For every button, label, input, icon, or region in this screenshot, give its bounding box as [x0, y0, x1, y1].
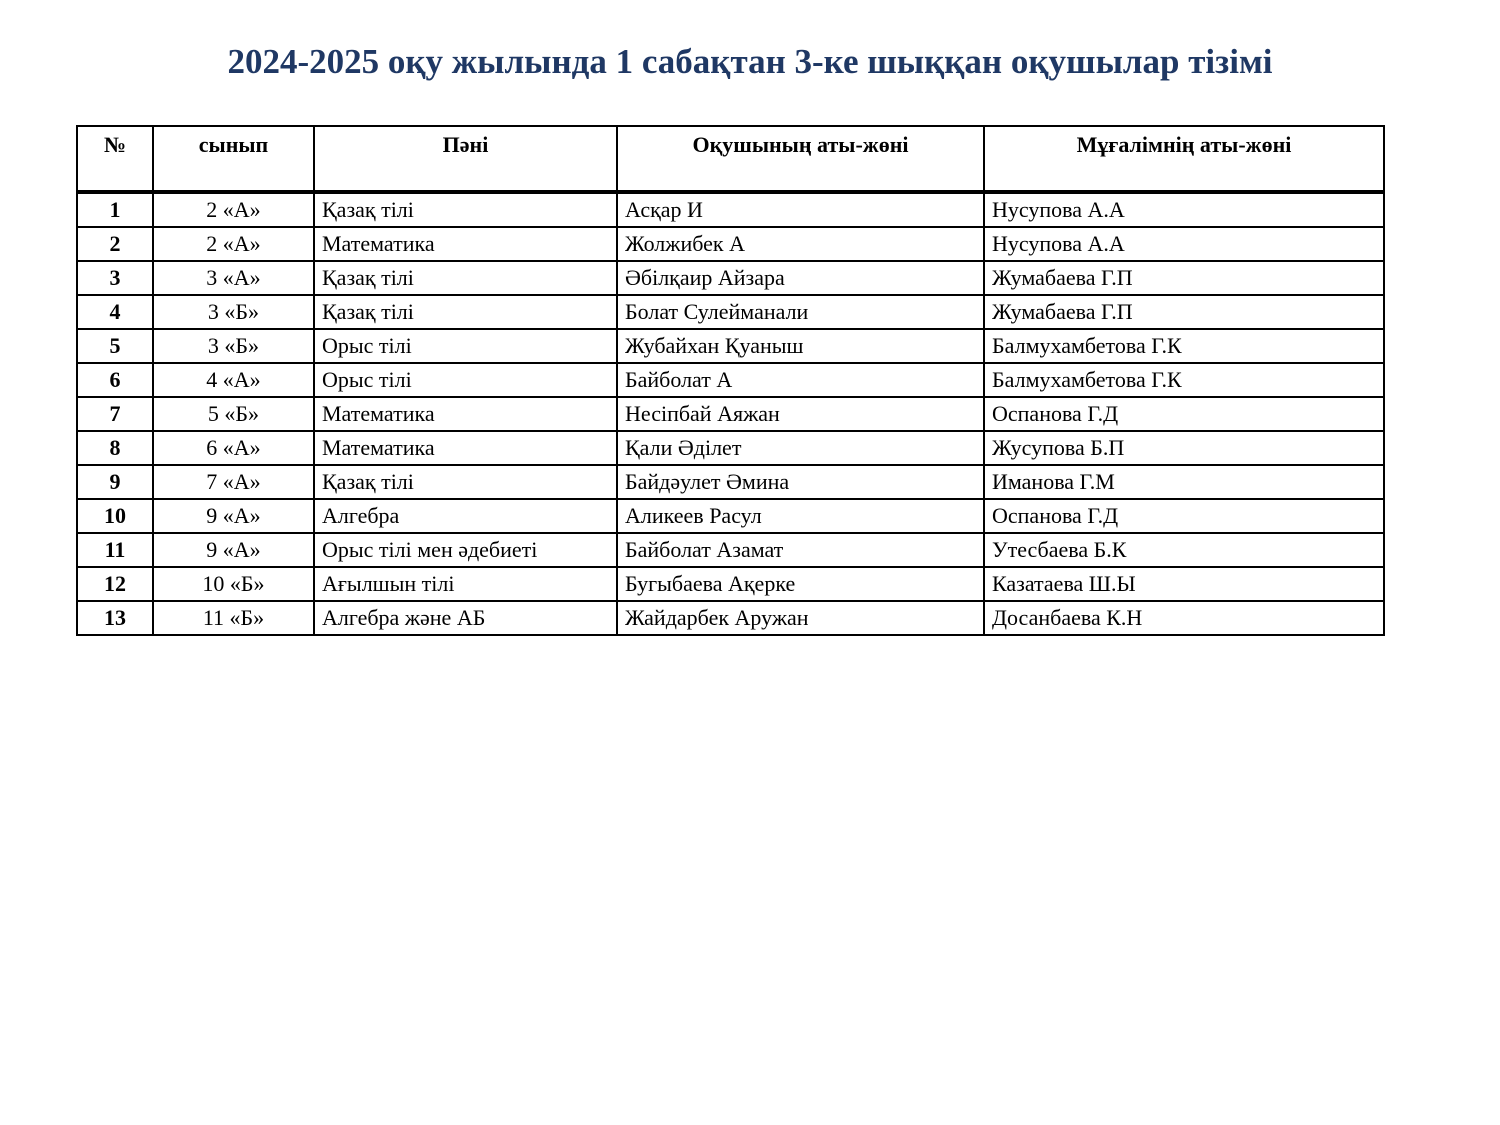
- cell-subject: Математика: [314, 397, 617, 431]
- cell-number: 5: [77, 329, 153, 363]
- cell-class: 9 «А»: [153, 499, 314, 533]
- cell-teacher: Балмухамбетова Г.К: [984, 363, 1384, 397]
- cell-number: 13: [77, 601, 153, 635]
- table-row: [77, 397, 1384, 431]
- table-row: [77, 295, 1384, 329]
- cell-teacher: Нусупова А.А: [984, 192, 1384, 227]
- cell-subject: Математика: [314, 431, 617, 465]
- cell-class: 4 «А»: [153, 363, 314, 397]
- cell-student: Жубайхан Қуаныш: [617, 329, 984, 363]
- cell-number: 8: [77, 431, 153, 465]
- table-body: [77, 192, 1384, 635]
- cell-teacher: Жумабаева Г.П: [984, 261, 1384, 295]
- cell-class: 11 «Б»: [153, 601, 314, 635]
- cell-student: Жайдарбек Аружан: [617, 601, 984, 635]
- cell-number: 7: [77, 397, 153, 431]
- table-row: [77, 465, 1384, 499]
- header-class: сынып: [153, 126, 314, 192]
- cell-subject: Қазақ тілі: [314, 465, 617, 499]
- cell-student: Асқар И: [617, 192, 984, 227]
- cell-subject: Қазақ тілі: [314, 295, 617, 329]
- header-row: [77, 126, 1384, 192]
- cell-class: 2 «А»: [153, 227, 314, 261]
- cell-number: 10: [77, 499, 153, 533]
- cell-student: Жолжибек А: [617, 227, 984, 261]
- cell-student: Бугыбаева Ақерке: [617, 567, 984, 601]
- cell-subject: Алгебра және АБ: [314, 601, 617, 635]
- cell-class: 2 «А»: [153, 192, 314, 227]
- cell-teacher: Утесбаева Б.К: [984, 533, 1384, 567]
- cell-class: 3 «Б»: [153, 295, 314, 329]
- cell-subject: Орыс тілі: [314, 329, 617, 363]
- table-row: [77, 431, 1384, 465]
- cell-teacher: Оспанова Г.Д: [984, 499, 1384, 533]
- cell-class: 7 «А»: [153, 465, 314, 499]
- header-teacher: Мұғалімнің аты-жөні: [984, 126, 1384, 192]
- table-header: [77, 126, 1384, 192]
- cell-class: 3 «А»: [153, 261, 314, 295]
- cell-subject: Қазақ тілі: [314, 261, 617, 295]
- cell-subject: Ағылшын тілі: [314, 567, 617, 601]
- cell-teacher: Нусупова А.А: [984, 227, 1384, 261]
- cell-teacher: Иманова Г.М: [984, 465, 1384, 499]
- cell-student: Байболат А: [617, 363, 984, 397]
- cell-student: Аликеев Расул: [617, 499, 984, 533]
- cell-number: 6: [77, 363, 153, 397]
- table-row: [77, 567, 1384, 601]
- table-row: [77, 499, 1384, 533]
- cell-student: Әбілқаир Айзара: [617, 261, 984, 295]
- cell-subject: Орыс тілі мен әдебиеті: [314, 533, 617, 567]
- cell-teacher: Жусупова Б.П: [984, 431, 1384, 465]
- header-student: Оқушының аты-жөні: [617, 126, 984, 192]
- students-table: [76, 125, 1385, 636]
- cell-class: 3 «Б»: [153, 329, 314, 363]
- cell-teacher: Балмухамбетова Г.К: [984, 329, 1384, 363]
- table-row: [77, 227, 1384, 261]
- cell-class: 10 «Б»: [153, 567, 314, 601]
- cell-teacher: Жумабаева Г.П: [984, 295, 1384, 329]
- cell-class: 5 «Б»: [153, 397, 314, 431]
- cell-subject: Қазақ тілі: [314, 192, 617, 227]
- cell-number: 1: [77, 192, 153, 227]
- cell-number: 3: [77, 261, 153, 295]
- cell-student: Байдәулет Әмина: [617, 465, 984, 499]
- cell-number: 11: [77, 533, 153, 567]
- cell-class: 6 «А»: [153, 431, 314, 465]
- cell-number: 2: [77, 227, 153, 261]
- header-number: №: [77, 126, 153, 192]
- cell-number: 9: [77, 465, 153, 499]
- table-row: [77, 601, 1384, 635]
- table-row: [77, 363, 1384, 397]
- cell-teacher: Досанбаева К.Н: [984, 601, 1384, 635]
- cell-subject: Орыс тілі: [314, 363, 617, 397]
- cell-number: 12: [77, 567, 153, 601]
- cell-class: 9 «А»: [153, 533, 314, 567]
- table-row: [77, 192, 1384, 227]
- table-row: [77, 261, 1384, 295]
- cell-subject: Математика: [314, 227, 617, 261]
- cell-subject: Алгебра: [314, 499, 617, 533]
- table-row: [77, 533, 1384, 567]
- cell-teacher: Казатаева Ш.Ы: [984, 567, 1384, 601]
- header-subject: Пәні: [314, 126, 617, 192]
- cell-student: Қали Әділет: [617, 431, 984, 465]
- cell-student: Болат Сулейманали: [617, 295, 984, 329]
- cell-number: 4: [77, 295, 153, 329]
- cell-student: Байболат Азамат: [617, 533, 984, 567]
- page-title: 2024-2025 оқу жылында 1 сабақтан 3-ке шыққан оқушылар тізімі: [227, 42, 1273, 81]
- table-row: [77, 329, 1384, 363]
- cell-teacher: Оспанова Г.Д: [984, 397, 1384, 431]
- cell-student: Несіпбай Аяжан: [617, 397, 984, 431]
